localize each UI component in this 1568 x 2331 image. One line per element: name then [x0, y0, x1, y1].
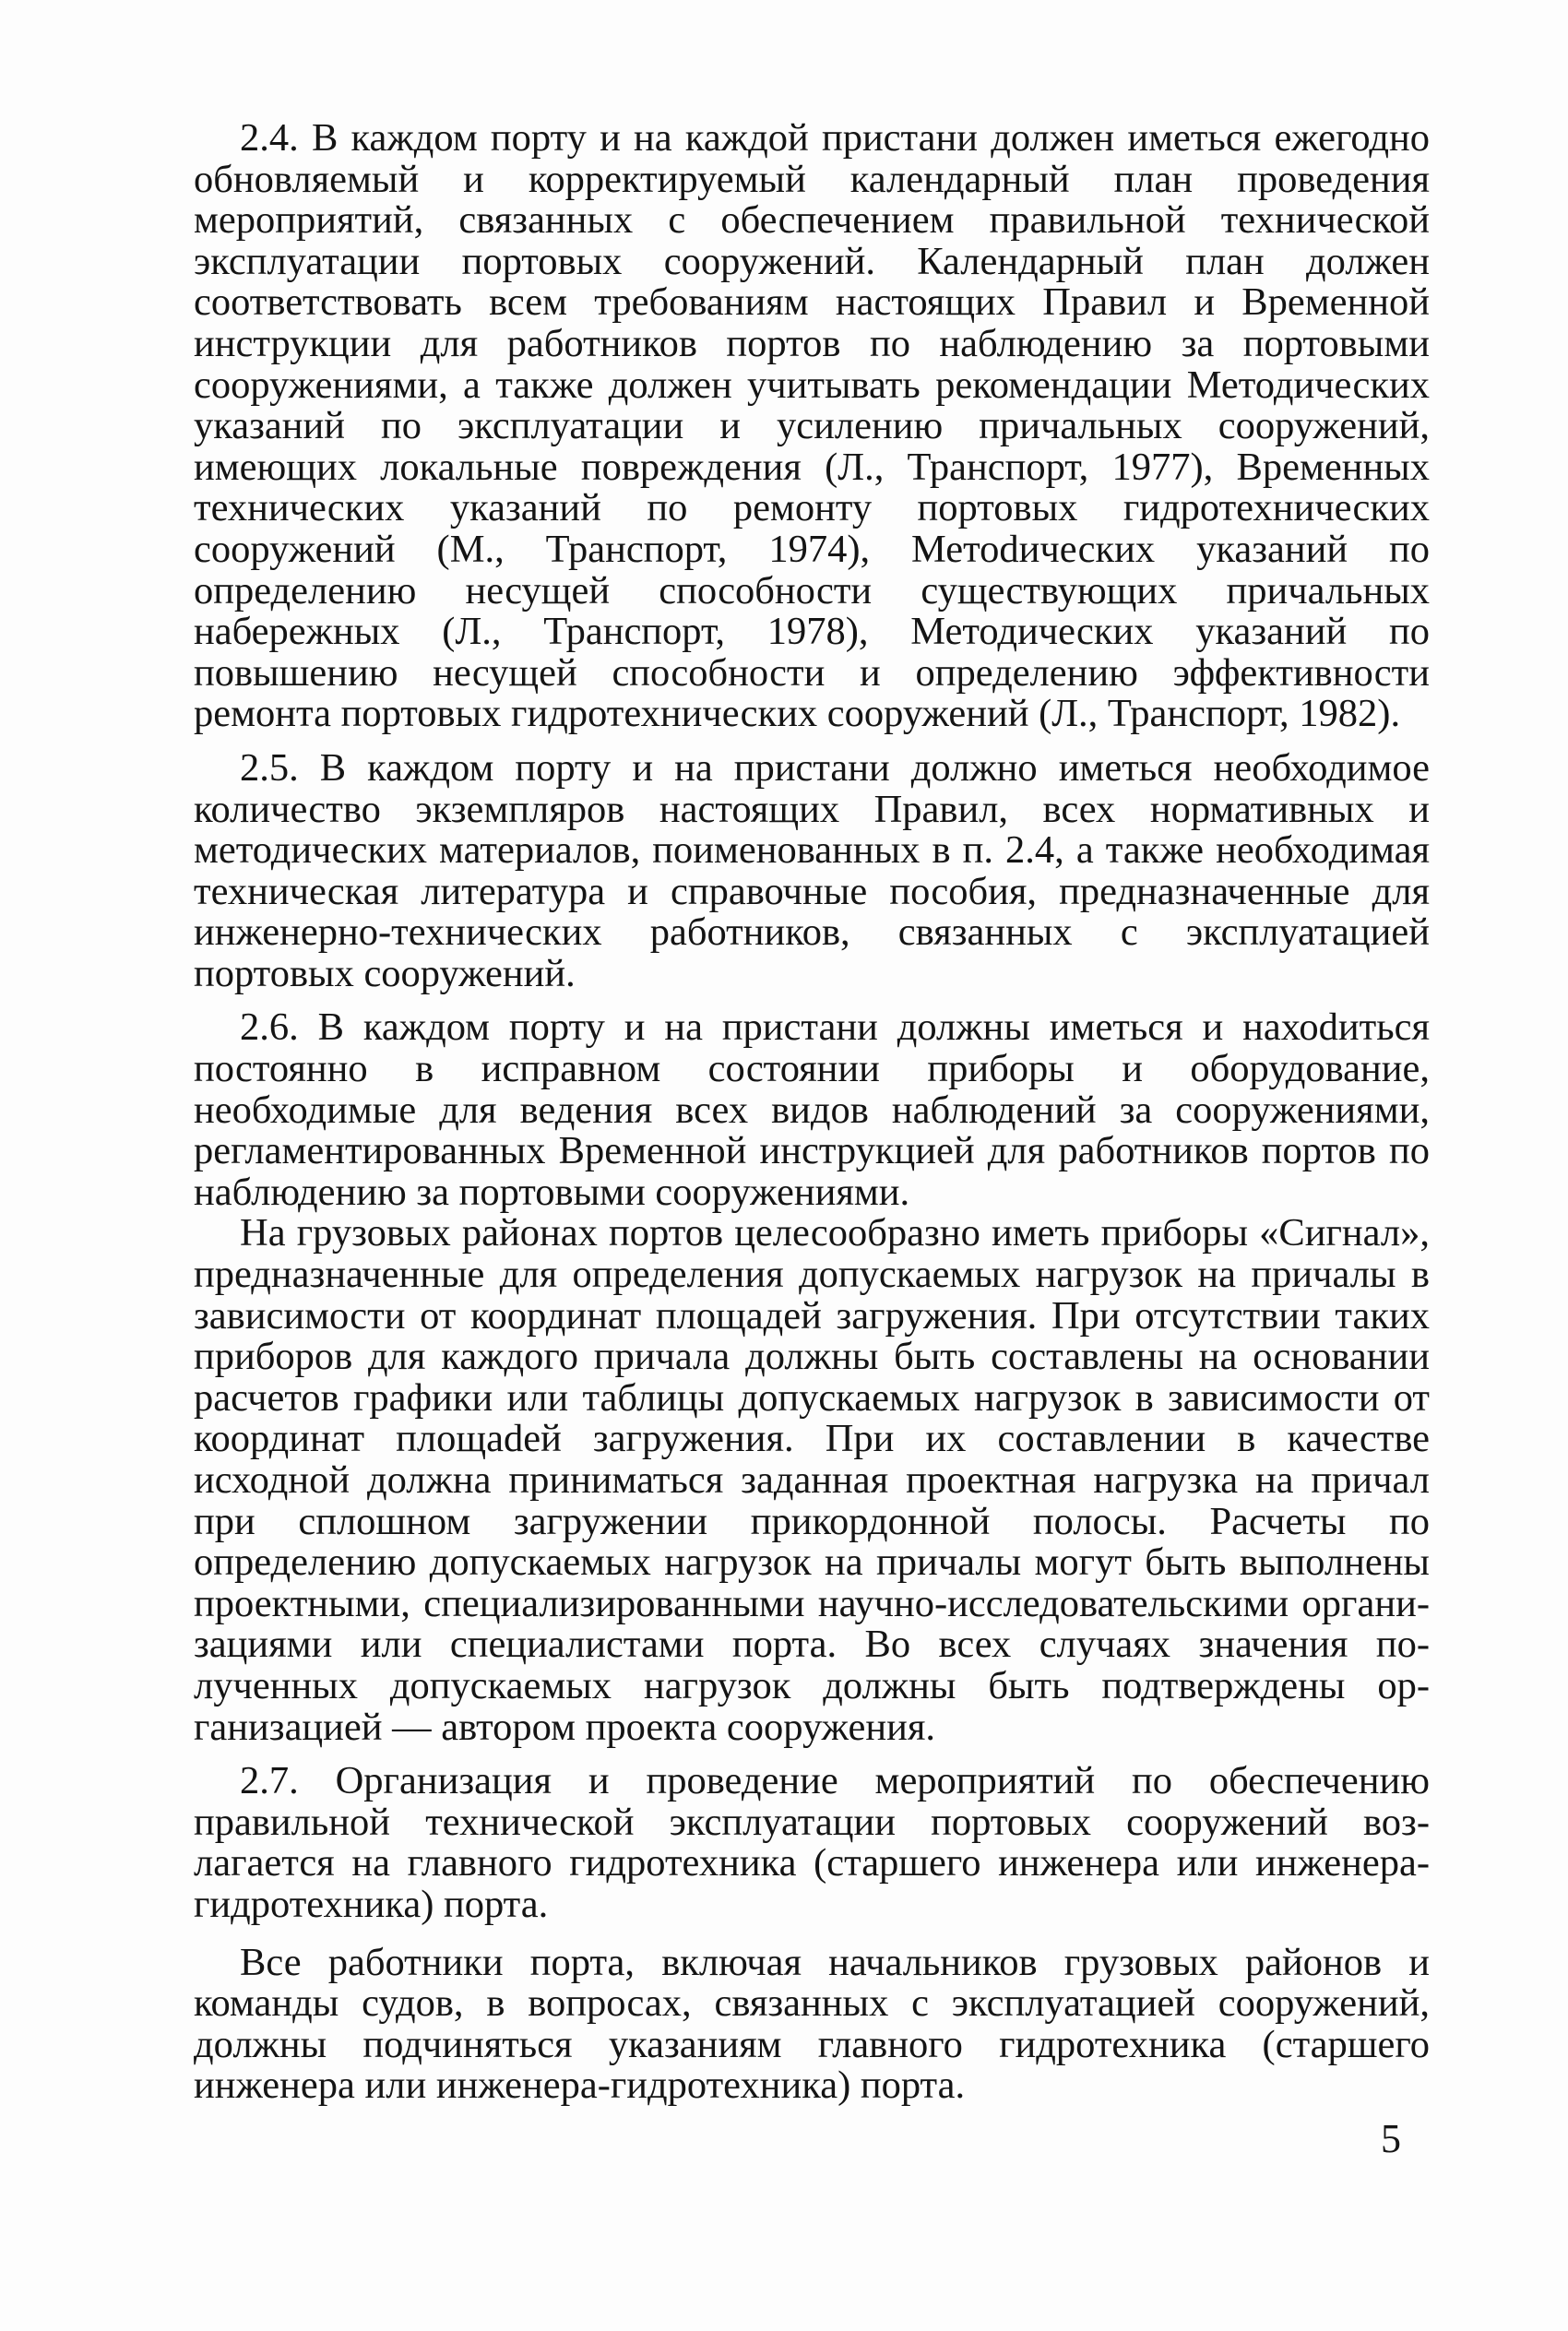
paragraph-2-6: 2.6. В каждом порту и на пристани должны иметься и нахоdиться постоянно в исправном состоянии приборы и оборудование, необходимые для ведения всех видов наблюдений за сооружениями, регламентированных Временной инструкцией для работников портов по наблюдению за портовыми сооружениями. [194, 1005, 1430, 1214]
paragraph-2-7: 2.7. Организация и проведение мероприятий по обеспечению правильной технической эксплуатации портовых сооружений возлагается на главного гидротехника (старшего инженера или инженера-гидротехника) порта. [194, 1759, 1430, 1926]
paragraph-staff-subordination: Все работники порта, включая начальников грузовых районов и команды судов, в вопросах, связанных с эксплуатацией сооружений, должны подчиняться указаниям главного гидротехника (старшего инженера или инженера-гидротехника) порта. [194, 1940, 1430, 2108]
paragraph-2-4: 2.4. В каждом порту и на каждой пристани должен иметься ежегодно обновляемый и корректируемый календарный план проведения мероприятий, связанных с обеспечением правильной технической эксплуатации портовых сооружений. Календарный план должен соответствовать всем требованиям настоящих Правил и Временной инструкции для работников портов по наблюдению за портовыми сооружениями, а также должен учитывать рекомендации Методических указаний по эксплуатации и усилению причальных сооружений, имеющих локальные повреждения (Л., Транспорт, 1977), Временных технических указаний по ремонту портовых гидротехнических сооружений (М., Транспорт, 1974), Метоdических указаний по определению несущей способности существующих причальных набережных (Л., Транспорт, 1978), Методических указаний по повышению несущей способности и определению эффективности ремонта портовых гидротехнических сооружений (Л., Транспорт, 1982). [194, 116, 1430, 736]
page-number: 5 [1381, 2116, 1401, 2161]
paragraph-signal-devices: На грузовых районах портов целесообразно иметь приборы «Сигнал», предназначенные для определения допускаемых нагрузок на причалы в зависимости от координат площадей загружения. При отсутствии таких приборов для каждого причала должны быть составлены на основании расчетов графики или таблицы допускаемых нагрузок в зависимости от координат площаdей загружения. При их составлении в качестве исходной должна приниматься заданная проектная нагрузка на причал при сплошном загружении прикордонной полосы. Расчеты по определению допускаемых нагрузок на причалы могут быть выполнены проектными, специализированными научно-исследовательскими организациями или специалистами порта. Во всех случаях значения полученных допускаемых нагрузок должны быть подтверждены организацией — автором проекта сооружения. [194, 1211, 1430, 1749]
paragraph-2-5: 2.5. В каждом порту и на пристани должно иметься необходимое количество экземпляров настоящих Правил, всех нормативных и методических материалов, поименованных в п. 2.4, а также необходимая техническая литература и справочные пособия, предназначенные для инженерно-технических работников, связанных с эксплуатацией портовых сооружений. [194, 745, 1430, 995]
body-text [194, 118, 1430, 2107]
